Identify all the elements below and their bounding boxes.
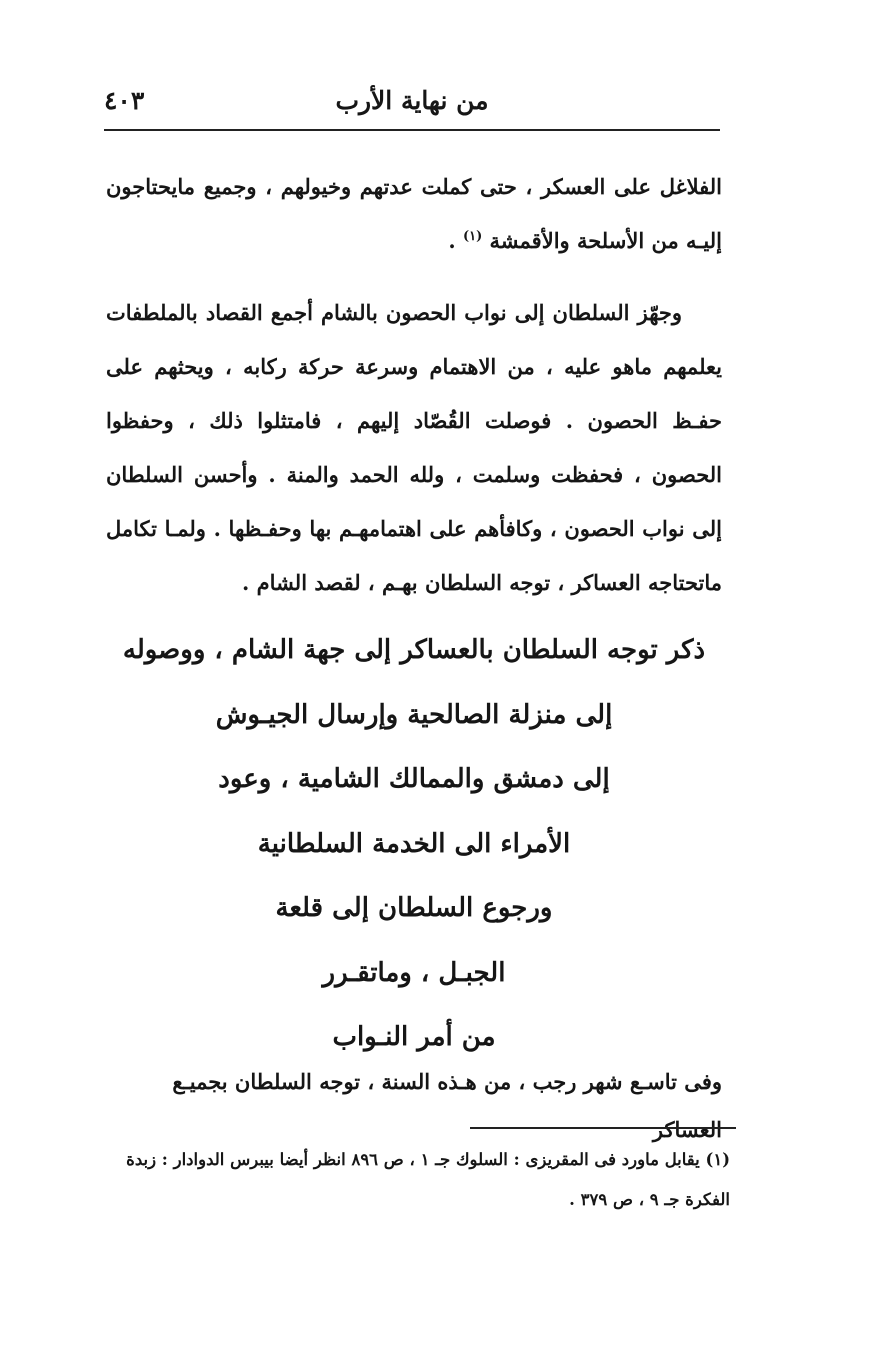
footnote-reference: (١) — [462, 229, 483, 244]
body-text — [106, 160, 722, 610]
footnote-rule — [470, 1127, 736, 1129]
heading-line-5: ورجوع السلطان إلى قلعة — [275, 893, 553, 923]
heading-line-6: الجبـل ، وماتقـرر — [322, 957, 506, 988]
paragraph-2: وجهّز السلطان إلى نواب الحصون بالشام أجمع القصاد بالملطفات يعلمهم ماهو عليه ، من الاهتمام وسرعة حركة ركابه ، ويحثهم على حفـظ الحصون . فوصلت القُصّاد إليهم ، فامتثلوا ذلك ، وحفظوا الحصون ، فحفظت وسلمت ، ولله الحمد والمنة . وأحسن السلطان إلى نواب الحصون ، وكافأهم على اهتمامهـم بها وحفـظها . ولمـا تكامل ماتحتاجه العساكر ، توجه السلطان بهـم ، لقصد الشام . — [106, 300, 722, 595]
page-number: ٤٠٣ — [104, 86, 145, 115]
footnote-line-1: (١) يقابل ماورد فى المقريزى : السلوك جـ ١ ، ص ٨٩٦ انظر أيضا بيبرس الدوادار : زبدة — [126, 1150, 730, 1169]
heading-line-3: إلى دمشق والممالك الشامية ، وعود — [218, 764, 610, 794]
heading-line-2: إلى منزلة الصالحية وإرسال الجيـوش — [215, 699, 613, 730]
running-title: من نهاية الأرب — [335, 86, 489, 115]
footnote — [106, 1140, 730, 1220]
paragraph-1-text: الفلاغل على العسكر ، حتى كملت عدتهم وخيولهم ، وجميع مايحتاجون إليـه من الأسلحة والأقمشة — [106, 174, 722, 253]
paragraph-1 — [106, 160, 722, 268]
footnote-line-2: الفكرة جـ ٩ ، ص ٣٧٩ . — [569, 1190, 730, 1209]
heading-line-4: الأمراء الى الخدمة السلطانية — [257, 828, 571, 859]
paragraph-1-end: . — [448, 228, 456, 253]
closing-line: وفى تاسـع شهر رجب ، من هـذه السنة ، توجه السلطان بجميـع العساكر — [172, 1069, 722, 1142]
heading-line-1: ذكر توجه السلطان بالعساكر إلى جهة الشام ، ووصوله — [122, 635, 706, 665]
header-rule — [104, 129, 720, 131]
heading-line-7: من أمر النـواب — [332, 1022, 496, 1052]
section-heading — [106, 618, 722, 1070]
page-header — [104, 82, 720, 124]
